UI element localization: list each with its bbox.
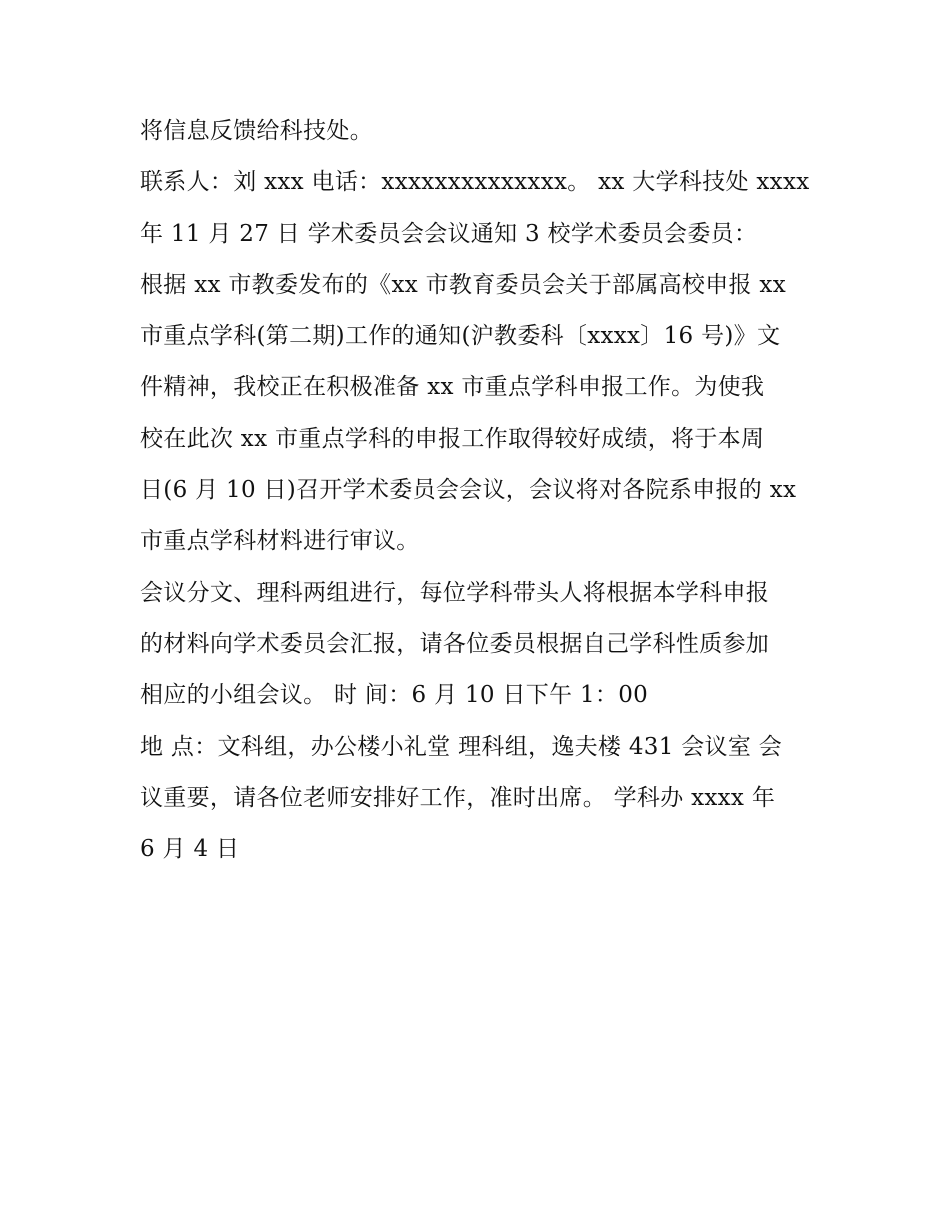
text-line: 的材料向学术委员会汇报，请各位委员根据自己学科性质参加 (140, 630, 770, 657)
text-line: 校在此次 xx 市重点学科的申报工作取得较好成绩，将于本周 (140, 425, 765, 452)
text-line: 将信息反馈给科技处。 (140, 118, 373, 144)
text-line: 6 月 4 日 (140, 836, 240, 863)
document-body (140, 108, 820, 877)
text-line: 联系人：刘 xxx 电话：xxxxxxxxxxxxxx。 xx 大学科技处 xxxx (140, 169, 810, 196)
text-line: 会议分文、理科两组进行，每位学科带头人将根据本学科申报 (140, 579, 770, 606)
text-line: 根据 xx 市教委发布的《xx 市教育委员会关于部属高校申报 xx (140, 271, 786, 298)
text-line: 日(6 月 10 日)召开学术委员会会议，会议将对各院系申报的 xx (140, 477, 797, 504)
text-line: 议重要，请各位老师安排好工作，准时出席。 学科办 xxxx 年 (140, 784, 776, 811)
text-line: 地 点：文科组，办公楼小礼堂 理科组，逸夫楼 431 会议室 会 (140, 733, 783, 760)
text-line: 件精神，我校正在积极准备 xx 市重点学科申报工作。为使我 (140, 374, 765, 401)
text-line: 市重点学科(第二期)工作的通知(沪教委科〔xxxx〕16 号)》文 (140, 323, 781, 350)
text-line: 市重点学科材料进行审议。 (140, 528, 420, 555)
text-line: 相应的小组会议。 时 间：6 月 10 日下午 1：00 (140, 682, 649, 709)
text-line: 年 11 月 27 日 学术委员会会议通知 3 校学术委员会委员： (140, 220, 758, 247)
